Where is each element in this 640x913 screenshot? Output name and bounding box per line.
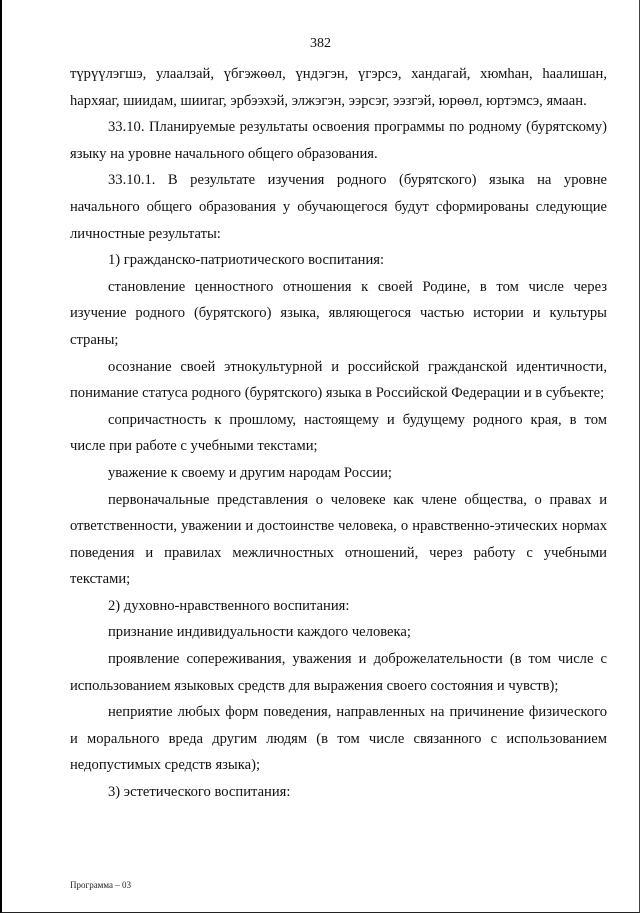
page-footer: Программа – 03 [70, 880, 132, 890]
paragraph-list-item: первоначальные представления о человеке как члене общества, о правах и ответственности, уважении и достоинстве человека, о нравственно-этических нормах поведения и правилах межличностных отношений, через работу с учебными текстами; [70, 491, 607, 588]
paragraph-word-list: түрүүлэгшэ, улаалзай, үбгэжөөл, үндэгэн, үгэрсэ, хандагай, хюмhан, hаалишан, hархяаг, шиидам, шииraг, эрбээхэй, элжэгэн, ээрсэг, ээзгэй, юрөөл, юртэмсэ, ямаан. [70, 66, 607, 109]
paragraph-section-33-10: 33.10. Планируемые результаты освоения программы по родному (бурятскому) языку на уровне начального общего образования. [70, 119, 607, 162]
heading-aesthetic: 3) эстетического воспитания: [108, 784, 291, 801]
heading-civic-patriotic: 1) гражданско-патриотического воспитания: [108, 252, 385, 269]
paragraph-list-item: сопричастность к прошлому, настоящему и будущему родного края, в том числе при работе с учебными текстами; [70, 411, 607, 455]
page-number: 382 [310, 36, 331, 51]
paragraph-list-item: становление ценностного отношения к своей Родине, в том числе через изучение родного (бурятского) языка, являющегося частью истории и культуры страны; [70, 278, 607, 348]
heading-spiritual-moral: 2) духовно-нравственного воспитания: [108, 597, 350, 614]
paragraph-list-item: уважение к своему и другим народам России; [108, 464, 392, 481]
document-body [70, 61, 607, 806]
paragraph-list-item: осознание своей этнокультурной и российской гражданской идентичности, понимание статуса родного (бурятского) языка в Российской Федерации и в субъекте; [70, 358, 607, 402]
paragraph-list-item: признание индивидуальности каждого человека; [108, 624, 411, 641]
paragraph-list-item: проявление сопереживания, уважения и доброжелательности (в том числе с использованием языковых средств для выражения своего состояния и чувств); [70, 651, 607, 694]
paragraph-section-33-10-1: 33.10.1. В результате изучения родного (бурятского) языка на уровне начального общего образования у обучающегося будут сформированы следующие личностные результаты: [70, 172, 607, 242]
paragraph-list-item: неприятие любых форм поведения, направленных на причинение физического и морального вреда другим людям (в том числе связанного с использованием недопустимых средств языка); [70, 704, 607, 774]
